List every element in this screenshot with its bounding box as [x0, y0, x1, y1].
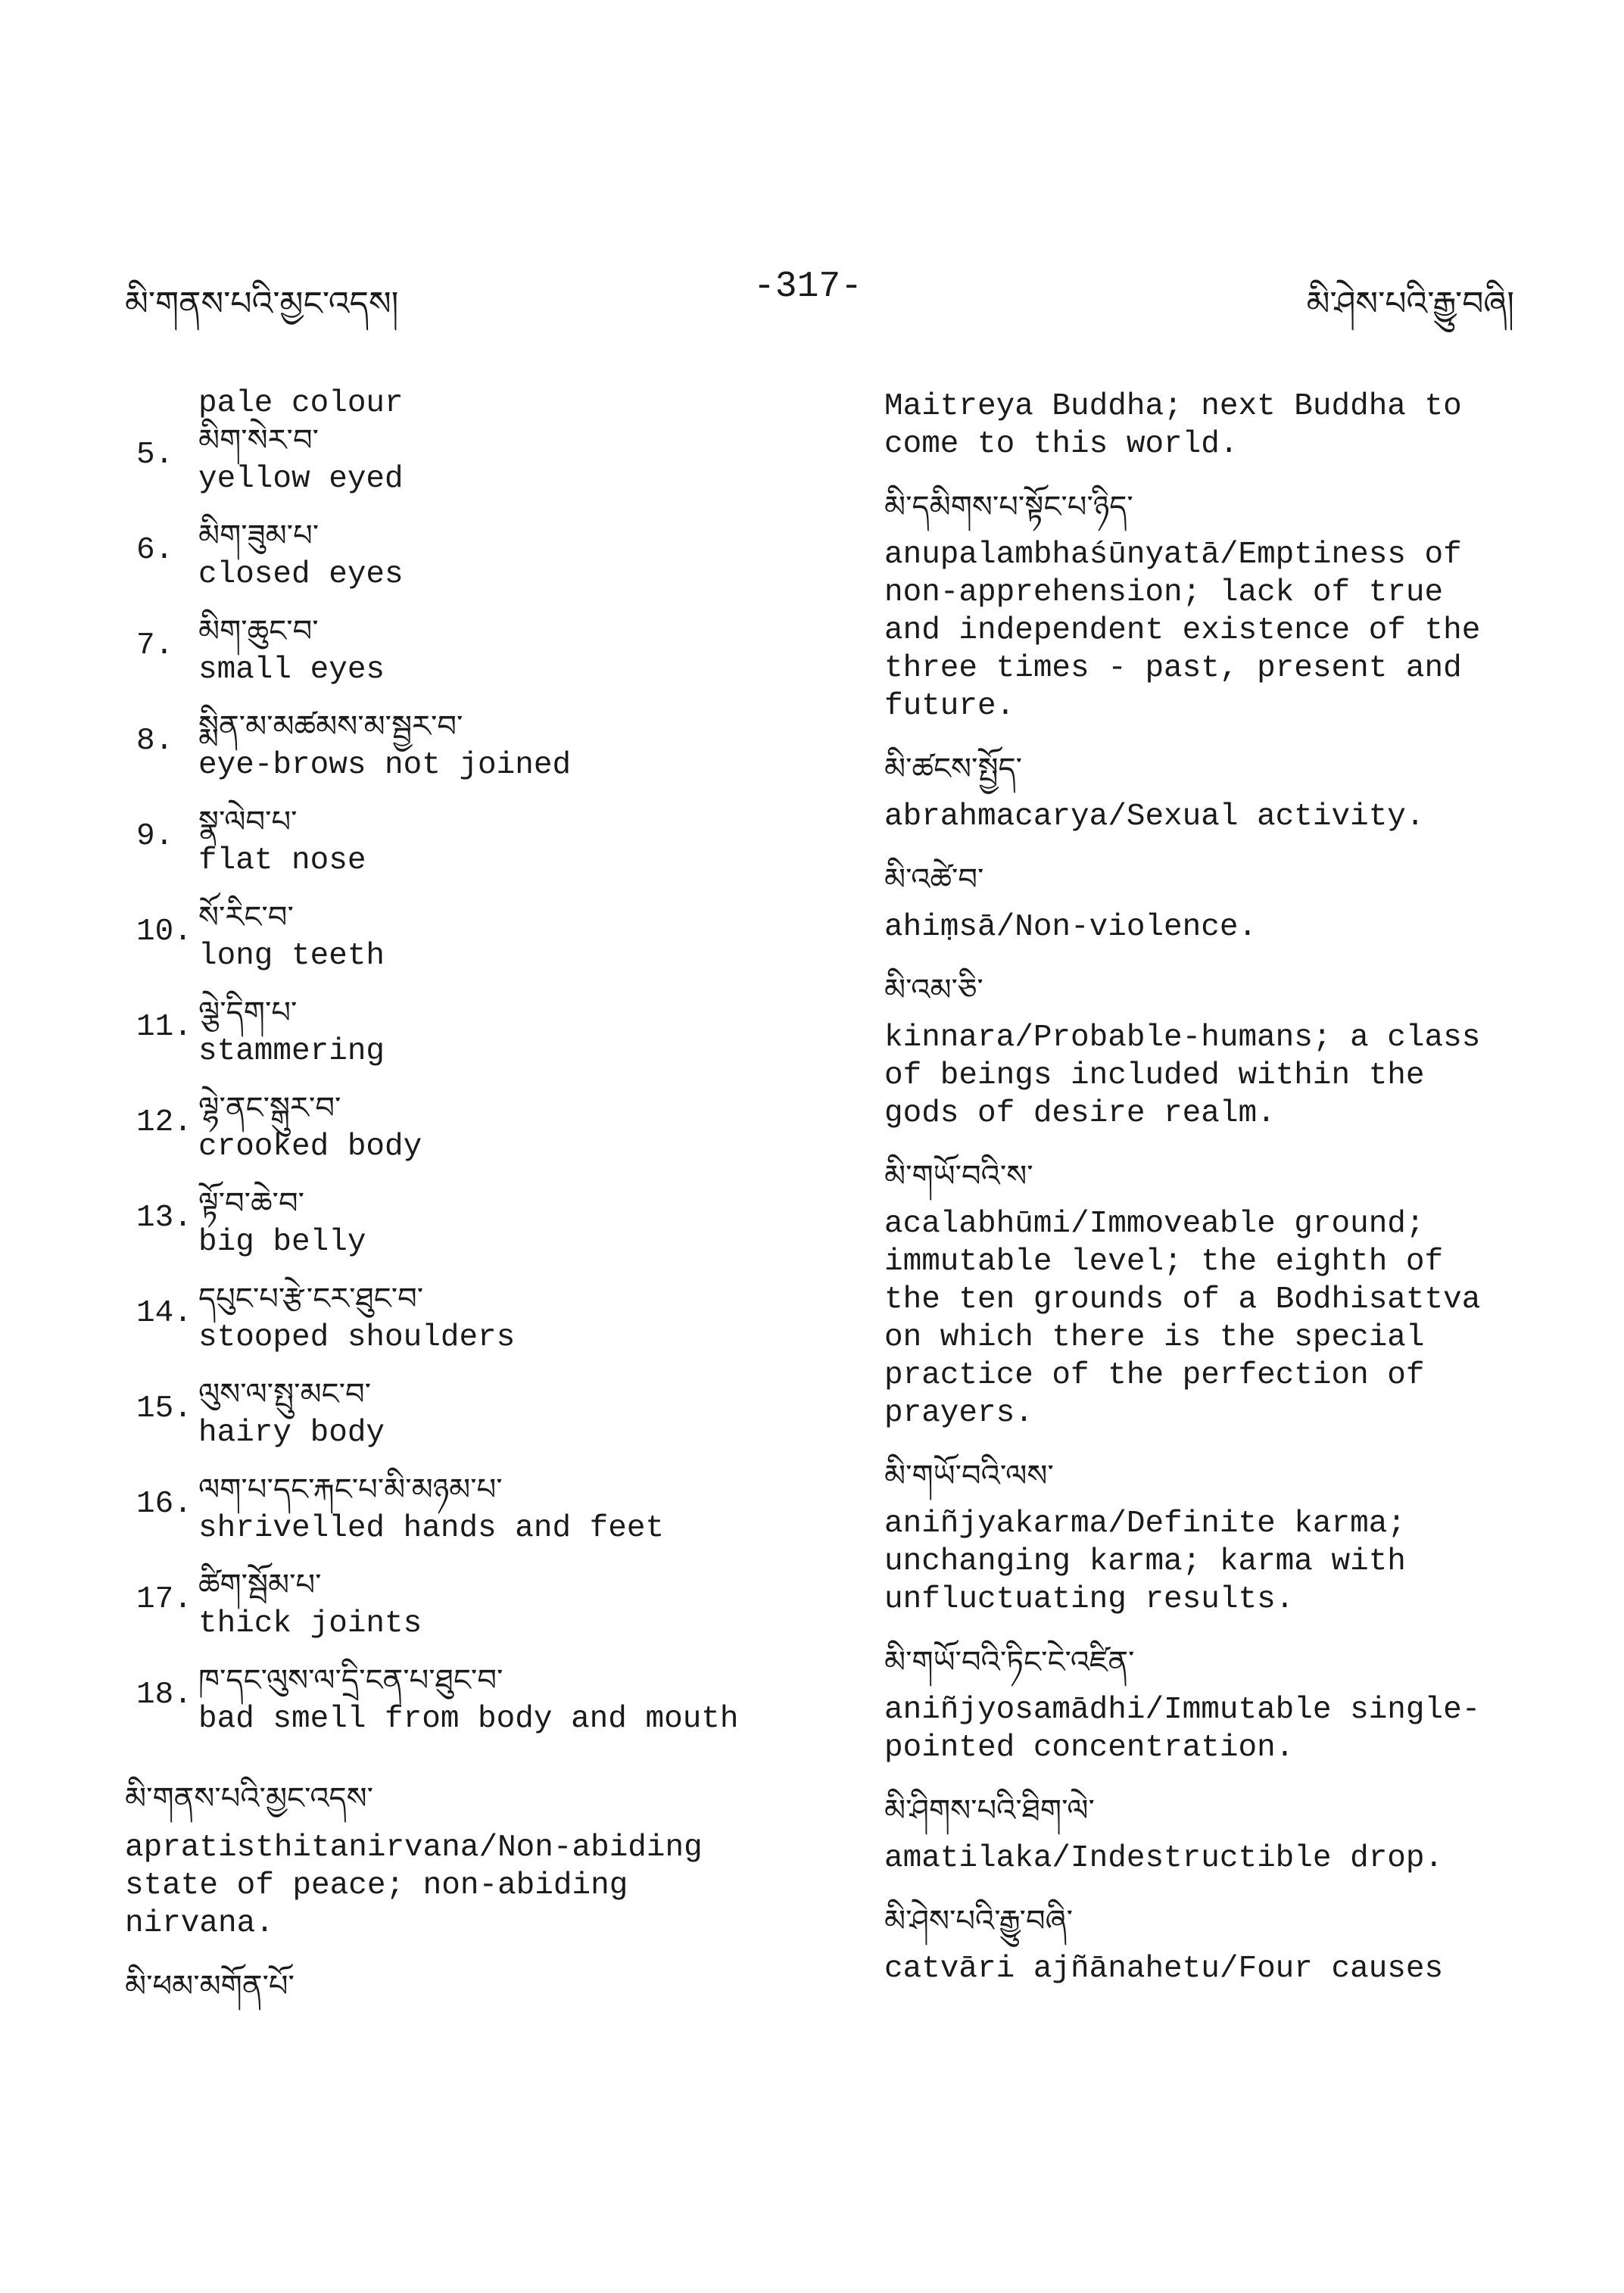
- item-tibetan: སྣ་ལེབ་པ་: [198, 805, 298, 840]
- entry-tibetan: མི་གནས་པའི་མྱང་འདས་: [125, 1781, 374, 1816]
- dictionary-entry: [884, 1456, 1528, 1618]
- item-number: 8.: [136, 724, 174, 759]
- entry-english: apratisthitanirvana/Non-abiding state of peace; non-abiding nirvana.: [125, 1830, 703, 1941]
- running-header-right: མི་ཤེས་པའི་རྒྱུ་བཞི།: [1306, 285, 1514, 323]
- left-column: [125, 379, 791, 2030]
- dictionary-entry: [884, 488, 1528, 725]
- continued-text: Maitreya Buddha; next Buddha to come to this world.: [884, 389, 1462, 462]
- item-number: 18.: [136, 1678, 192, 1712]
- item-number: 9.: [136, 819, 174, 854]
- item-tibetan: ལུས་ལ་སྤུ་མང་བ་: [198, 1377, 372, 1412]
- entry-english: abrahmacarya/Sexual activity.: [884, 799, 1425, 834]
- list-item: [125, 1470, 791, 1566]
- dictionary-entry: [125, 1779, 791, 1943]
- entry-english: aniñjyosamādhi/Immutable single- pointed concentration.: [884, 1693, 1481, 1765]
- entry-tibetan: མི་གཡོ་བའི་ས་: [884, 1159, 1033, 1194]
- continued-entry: [884, 388, 1528, 463]
- item-english: closed eyes: [198, 557, 404, 592]
- list-item: [125, 516, 791, 612]
- list-item: [125, 993, 791, 1089]
- item-tibetan: ལག་པ་དང་རྐང་པ་མི་མཉམ་པ་: [198, 1472, 503, 1507]
- dictionary-entry: [884, 1157, 1528, 1432]
- entry-english: kinnara/Probable-humans; a class of beings included within the gods of desire realm.: [884, 1020, 1481, 1131]
- item-tibetan: ལྷེ་ནང་སྒུར་བ་: [198, 1091, 341, 1126]
- left-entries: [125, 1779, 791, 2006]
- list-item: [125, 1375, 791, 1470]
- item-tibetan: ཁ་དང་ལུས་ལ་དྲི་ངན་པ་ཐུང་བ་: [198, 1663, 503, 1698]
- dictionary-entry: [884, 1643, 1528, 1767]
- list-item: [125, 1089, 791, 1184]
- list-item: [125, 898, 791, 993]
- item-number: 13.: [136, 1201, 192, 1235]
- item-number: 10.: [136, 914, 192, 949]
- entry-tibetan: མི་ཤེས་པའི་རྒྱུ་བཞི་: [884, 1904, 1073, 1939]
- item-number: 6.: [136, 533, 174, 568]
- item-tibetan: སྨིན་མ་མཚམས་མ་སྦྱར་བ་: [198, 709, 463, 744]
- entry-tibetan: མི་ཕམ་མགོན་པོ་: [125, 1969, 295, 2004]
- item-english: hairy body: [198, 1416, 385, 1450]
- entry-tibetan: མི་འཚེ་བ་: [884, 862, 984, 897]
- item-number: 11.: [136, 1010, 192, 1045]
- list-item: [125, 1279, 791, 1375]
- dictionary-entry: [125, 1967, 791, 2006]
- dictionary-entry: [884, 1791, 1528, 1877]
- item-tibetan: ཚིག་སྦོམ་པ་: [198, 1568, 322, 1603]
- entry-english: acalabhūmi/Immoveable ground; immutable level; the eighth of the ten grounds of a Bodhisattva on which there is the special practice of the perfection of prayers.: [884, 1207, 1481, 1431]
- item-number: 17.: [136, 1582, 192, 1617]
- list-item: [125, 1661, 791, 1756]
- item-number: 14.: [136, 1296, 192, 1331]
- entry-english: catvāri ajñānahetu/Four causes: [884, 1952, 1444, 1986]
- item-tibetan: མིག་ཟུམ་པ་: [198, 519, 320, 553]
- item-english: big belly: [198, 1225, 366, 1260]
- continued-text: pale colour: [198, 386, 404, 421]
- right-column: [884, 379, 1528, 2012]
- item-tibetan: མིག་ཆུང་བ་: [198, 614, 319, 649]
- item-english: stooped shoulders: [198, 1320, 516, 1355]
- list-item: [125, 707, 791, 802]
- item-tibetan: དཔུང་པ་རྩེ་ངར་ཐུང་བ་: [198, 1282, 424, 1316]
- entry-english: amatilaka/Indestructible drop.: [884, 1841, 1444, 1876]
- list-item: [125, 1184, 791, 1279]
- dictionary-entry: [884, 860, 1528, 946]
- item-english: long teeth: [198, 939, 385, 974]
- item-english: flat nose: [198, 843, 366, 878]
- item-tibetan: སོ་རིང་བ་: [198, 900, 294, 935]
- item-tibetan: མིག་སེར་བ་: [198, 423, 319, 458]
- dictionary-entry: [884, 749, 1528, 836]
- item-english: thick joints: [198, 1606, 422, 1641]
- entry-tibetan: མི་གཡོ་བའི་ལས་: [884, 1459, 1054, 1494]
- entry-tibetan: མི་གཡོ་བའི་ཏིང་ངེ་འཛིན་: [884, 1645, 1135, 1680]
- item-english: crooked body: [198, 1129, 422, 1164]
- right-entries: [884, 488, 1528, 1988]
- entry-english: aniñjyakarma/Definite karma; unchanging karma; karma with unfluctuating results.: [884, 1506, 1406, 1617]
- item-english: eye-brows not joined: [198, 748, 572, 783]
- list-item: [125, 1566, 791, 1661]
- item-english: yellow eyed: [198, 462, 404, 497]
- item-tibetan: ལྕེ་དིག་པ་: [198, 995, 298, 1030]
- list-item: [125, 802, 791, 898]
- entry-tibetan: མི་ཚངས་སྤྱོད་: [884, 752, 1022, 787]
- item-number: 7.: [136, 628, 174, 663]
- numbered-list: [125, 421, 791, 1756]
- item-number: 15.: [136, 1391, 192, 1426]
- item-number: 12.: [136, 1105, 192, 1140]
- item-english: bad smell from body and mouth: [198, 1702, 739, 1737]
- item-english: stammering: [198, 1034, 385, 1069]
- item-tibetan: ལྟོ་བ་ཆེ་བ་: [198, 1186, 304, 1221]
- entry-tibetan: མི་འམ་ཅི་: [884, 973, 983, 1008]
- entry-tibetan: མི་ཤིགས་པའི་ཐིག་ལེ་: [884, 1793, 1095, 1828]
- item-number: 5.: [136, 438, 174, 472]
- list-item: [125, 612, 791, 707]
- page-number: -317-: [753, 266, 863, 307]
- entry-english: ahiṃsā/Non-violence.: [884, 910, 1258, 945]
- entry-english: anupalambhaśūnyatā/Emptiness of non-apprehension; lack of true and independent existence of the three times - past, present and future.: [884, 537, 1481, 724]
- entry-tibetan: མི་དམིགས་པ་སྟོང་པ་ཉིད་: [884, 490, 1133, 525]
- dictionary-entry: [884, 970, 1528, 1132]
- item-english: shrivelled hands and feet: [198, 1511, 665, 1546]
- running-header-left: མི་གནས་པའི་མྱང་འདས།: [125, 285, 399, 323]
- continued-item: [125, 385, 791, 421]
- list-item: [125, 421, 791, 516]
- item-number: 16.: [136, 1487, 192, 1522]
- item-english: small eyes: [198, 653, 385, 687]
- dictionary-entry: [884, 1902, 1528, 1988]
